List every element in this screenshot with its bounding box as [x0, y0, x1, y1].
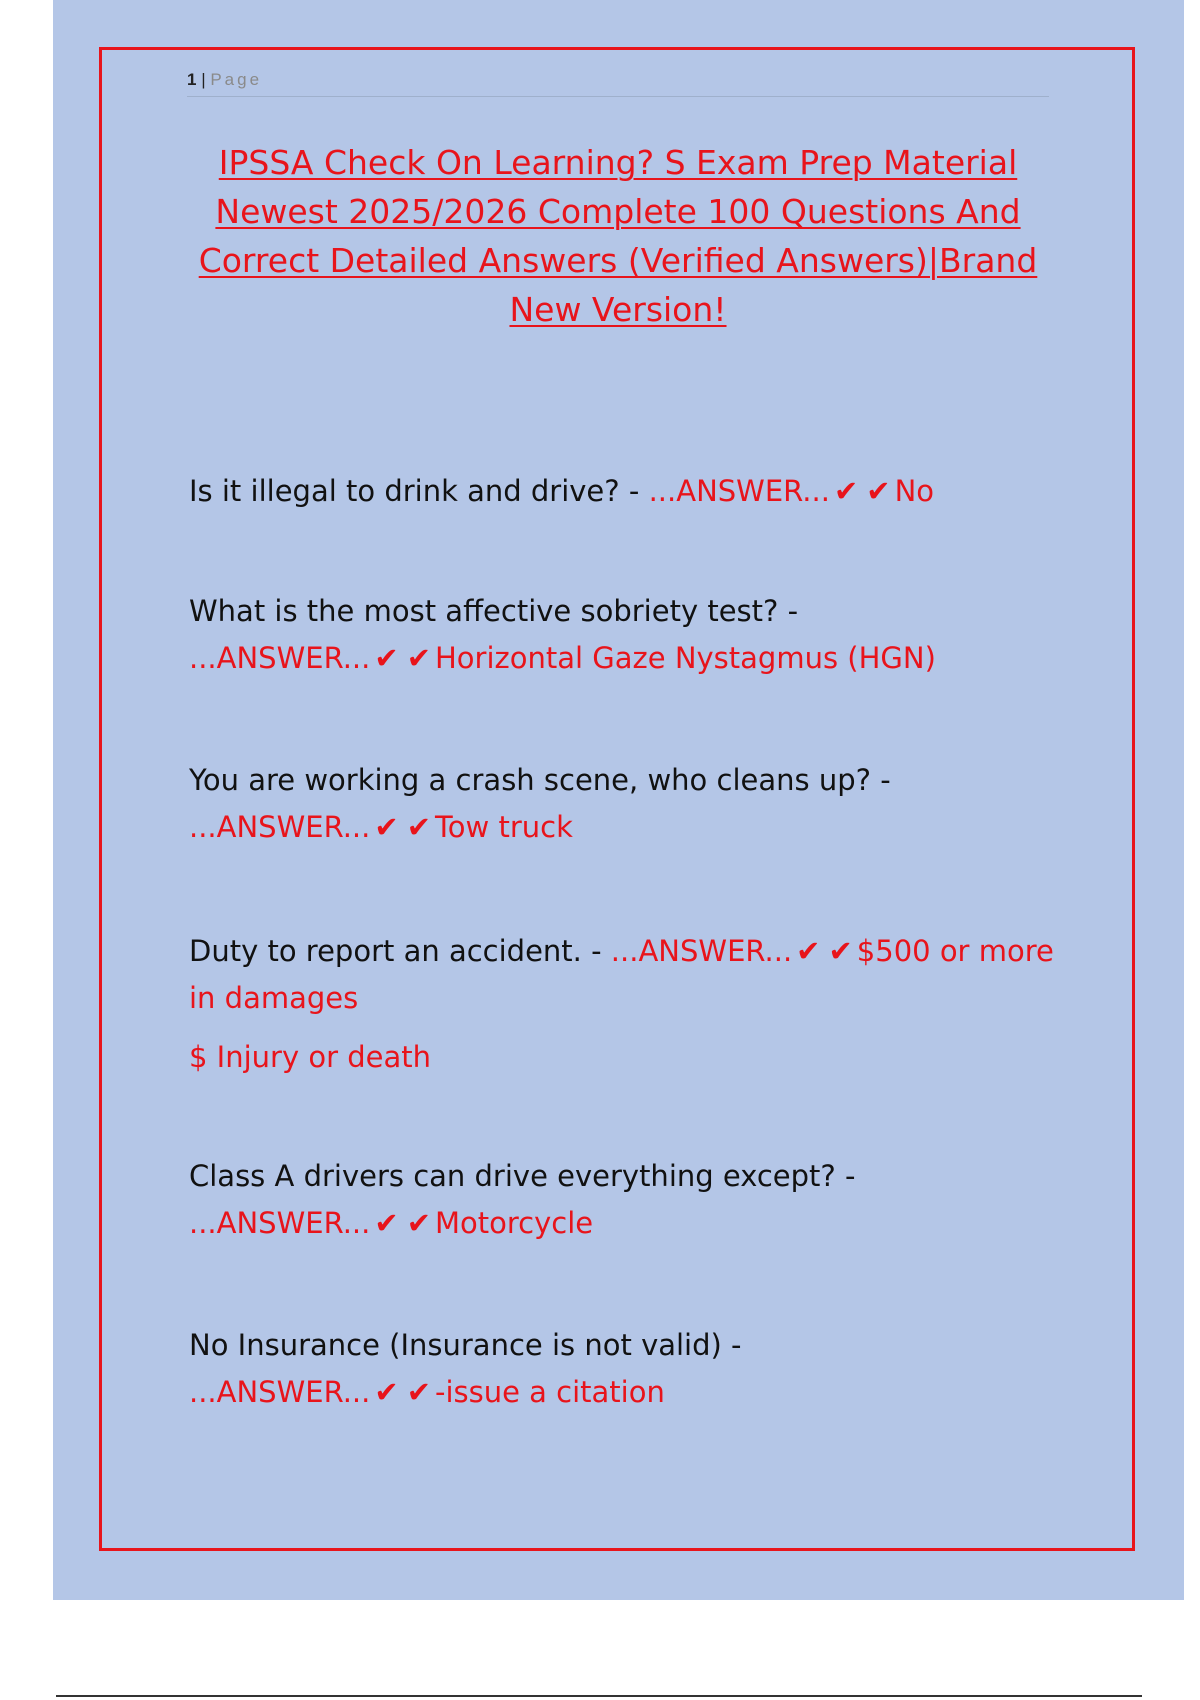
question-text: You are working a crash scene, who cleans up? -	[189, 763, 891, 797]
page-number: 1	[187, 70, 197, 89]
checkmark-icon: ✔	[406, 1206, 431, 1240]
answer-marker: ...ANSWER...	[648, 474, 830, 508]
checkmark-icon: ✔	[406, 641, 431, 675]
answer-text: Tow truck	[435, 810, 573, 844]
checkmark-icon: ✔	[866, 474, 891, 508]
qa-item	[189, 1322, 1089, 1416]
checkmark-icon: ✔	[374, 641, 399, 675]
answer-text: Motorcycle	[435, 1206, 594, 1240]
checkmark-icon: ✔	[374, 1206, 399, 1240]
question-text: Duty to report an accident. -	[189, 934, 602, 968]
qa-item	[189, 1153, 1089, 1247]
qa-item	[189, 588, 1089, 682]
page-label: Page	[210, 70, 263, 89]
checkmark-icon: ✔	[374, 810, 399, 844]
question-text: Is it illegal to drink and drive? -	[189, 474, 640, 508]
answer-text: No	[894, 474, 935, 508]
answer-marker: ...ANSWER...	[610, 934, 793, 968]
checkmark-icon: ✔	[406, 1375, 431, 1409]
answer-text: -issue a citation	[435, 1375, 665, 1409]
qa-item	[189, 928, 1089, 1081]
answer-marker: ...ANSWER...	[189, 1206, 371, 1240]
answer-marker: ...ANSWER...	[189, 1375, 371, 1409]
page-separator: |	[196, 70, 211, 89]
checkmark-icon: ✔	[833, 474, 859, 508]
checkmark-icon: ✔	[406, 810, 431, 844]
answer-extra: $ Injury or death	[189, 1040, 431, 1074]
checkmark-icon: ✔	[374, 1375, 399, 1409]
footer-rule	[56, 1695, 1142, 1697]
checkmark-icon: ✔	[828, 934, 853, 968]
qa-item	[189, 468, 1089, 515]
checkmark-icon: ✔	[796, 934, 821, 968]
question-text: Class A drivers can drive everything except? -	[189, 1159, 856, 1193]
question-text: No Insurance (Insurance is not valid) -	[189, 1328, 742, 1362]
answer-text: $500 or more in damages	[189, 934, 1054, 1015]
page-header	[187, 70, 1049, 97]
qa-item	[189, 757, 1089, 851]
answer-marker: ...ANSWER...	[189, 810, 371, 844]
document-page	[53, 0, 1184, 1600]
answer-text: Horizontal Gaze Nystagmus (HGN)	[435, 641, 936, 675]
question-text: What is the most affective sobriety test? -	[189, 594, 799, 628]
document-title: IPSSA Check On Learning? S Exam Prep Material Newest 2025/2026 Complete 100 Questions And Correct Detailed Answers (Verified Answers)|Brand New Version!	[198, 143, 1038, 329]
answer-marker: ...ANSWER...	[189, 641, 371, 675]
